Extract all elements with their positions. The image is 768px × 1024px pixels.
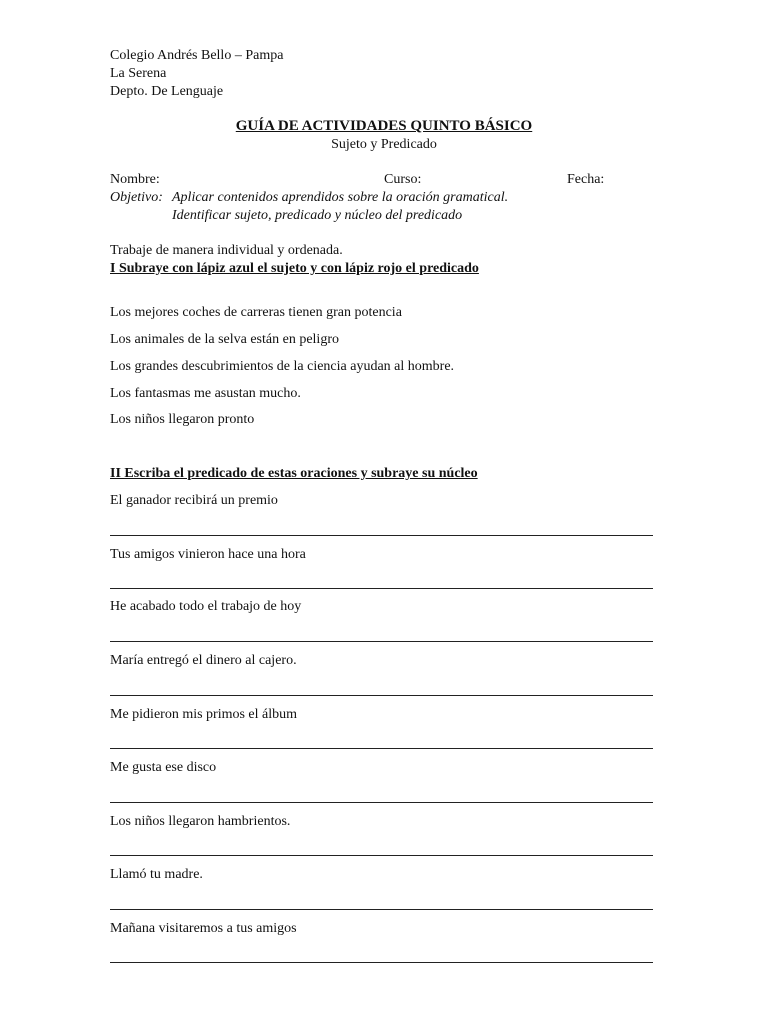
list-item: María entregó el dinero al cajero. <box>110 653 297 668</box>
answer-line[interactable] <box>110 802 653 803</box>
answer-line[interactable] <box>110 641 653 642</box>
answer-line[interactable] <box>110 588 653 589</box>
school-name: Colegio Andrés Bello – Pampa <box>110 48 284 63</box>
list-item: Llamó tu madre. <box>110 867 203 882</box>
page-title: GUÍA DE ACTIVIDADES QUINTO BÁSICO <box>235 118 533 134</box>
list-item: Los niños llegaron pronto <box>110 412 255 427</box>
list-item: Me pidieron mis primos el álbum <box>110 707 298 722</box>
page-subtitle: Sujeto y Predicado <box>331 137 437 152</box>
city-name: La Serena <box>110 66 167 81</box>
list-item: El ganador recibirá un premio <box>110 493 278 508</box>
course-field-label: Curso: <box>384 172 422 187</box>
section-2-heading: II Escriba el predicado de estas oraciones y subraye su núcleo <box>110 466 478 481</box>
list-item: Mañana visitaremos a tus amigos <box>110 921 297 936</box>
section-1-heading: I Subraye con lápiz azul el sujeto y con lápiz rojo el predicado <box>110 261 479 276</box>
list-item: Tus amigos vinieron hace una hora <box>110 547 306 562</box>
objective-line-2: Identificar sujeto, predicado y núcleo del predicado <box>172 208 463 223</box>
answer-line[interactable] <box>110 535 653 536</box>
date-field-label: Fecha: <box>567 172 605 187</box>
instruction-text: Trabaje de manera individual y ordenada. <box>110 243 343 258</box>
list-item: Los fantasmas me asustan mucho. <box>110 386 301 401</box>
list-item: Los grandes descubrimientos de la ciencia ayudan al hombre. <box>110 359 455 374</box>
list-item: Me gusta ese disco <box>110 760 217 775</box>
answer-line[interactable] <box>110 855 653 856</box>
name-field-label: Nombre: <box>110 172 160 187</box>
objective-line-1: Aplicar contenidos aprendidos sobre la oración gramatical. <box>172 190 509 205</box>
list-item: Los animales de la selva están en peligro <box>110 332 339 347</box>
list-item: He acabado todo el trabajo de hoy <box>110 599 302 614</box>
answer-line[interactable] <box>110 962 653 963</box>
objective-label: Objetivo: <box>110 190 163 205</box>
answer-line[interactable] <box>110 909 653 910</box>
answer-line[interactable] <box>110 748 653 749</box>
list-item: Los mejores coches de carreras tienen gran potencia <box>110 305 402 320</box>
answer-line[interactable] <box>110 695 653 696</box>
list-item: Los niños llegaron hambrientos. <box>110 814 291 829</box>
department-name: Depto. De Lenguaje <box>110 84 224 99</box>
